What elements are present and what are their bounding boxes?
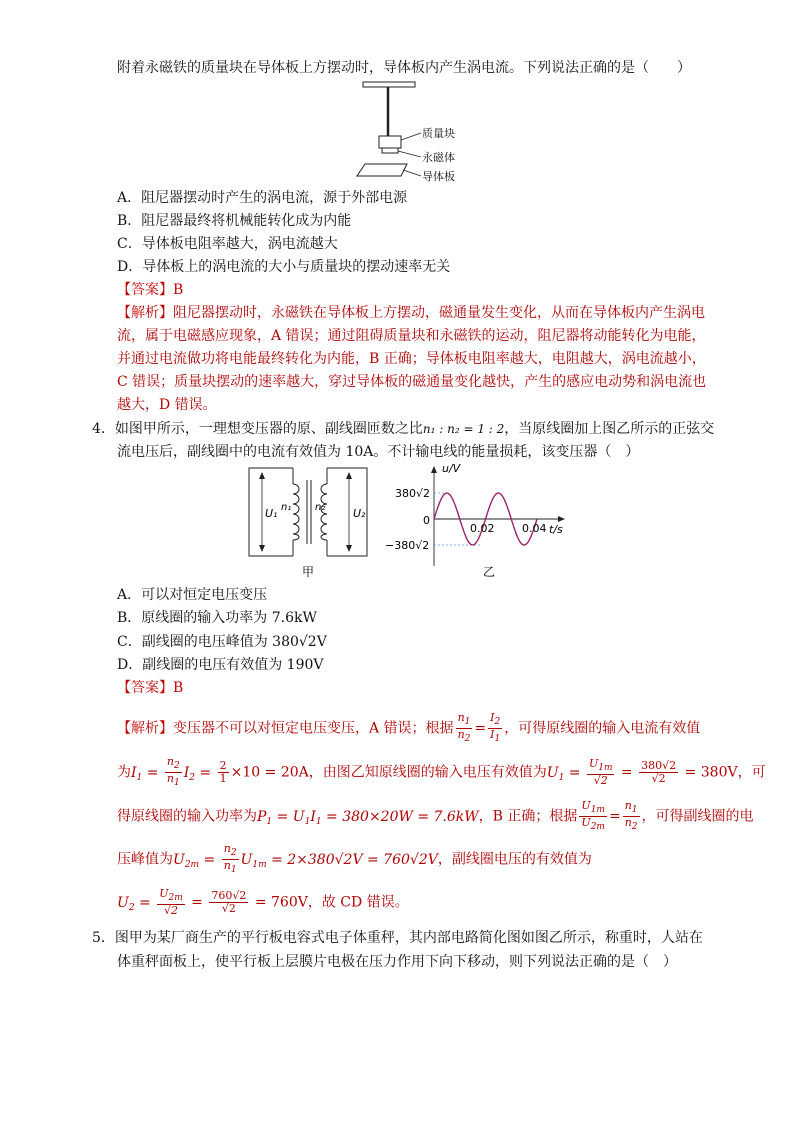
q3-expl-line-3: 并通过电流做功将电能最终转化为内能，B 正确；导体板电阻率越大，电阻越大，涡电流越小， <box>117 351 706 367</box>
q4-expl-line-2: 为$I_1$ = $\frac{n_2}{n_1}$ $I_2$ = $\frac{2}{1}$ ×10 = 20A，由图乙知原线圈的输入电压有效值为$U_1$ = $\frac{U_{1m}}{√2}$ = $\frac{380√2}{√2}$ = 380V，可 <box>117 755 766 788</box>
q4-stem-line-2: 流电压后，副线圈中的电流有效值为 10A。不计输电线的能量损耗，该变压器（ ） <box>117 444 640 460</box>
q4-stem-line-1: 4．如图甲所示，一理想变压器的原、副线圈匝数之比n₁ : n₂ = 1 : 2，当原线圈加上图乙所示的正弦交 <box>92 421 715 437</box>
q4-expl-line-3: 得原线圈的输入功率为$P_1 = U_1I_1 = 380\times 20W = 7.6kW$，B 正确；根据 $\frac{U_{1m}}{U_{2m}}$ = $\frac{n_1}{n_2}$ ，可得副线圈的电 <box>117 799 754 832</box>
q5-stem-line-2: 体重秤面板上，使平行板上层膜片电极在压力作用下向下移动，则下列说法正确的是（ ） <box>117 954 677 970</box>
q4-answer: 【答案】B <box>117 680 184 696</box>
caption-yi: 乙 <box>483 565 496 579</box>
q3-expl-line-1: 【解析】阻尼器摆动时，永磁铁在导体板上方摆动，磁通量发生变化，从而在导体板内产生涡电 <box>117 305 705 321</box>
q3-answer <box>117 280 183 300</box>
q4-expl-line-5: $U_2$ = $\frac{U_{2m}}{√2}$ = $\frac{760√2}{√2}$ = 760V，故 CD 错误。 <box>117 887 409 917</box>
tick-pos-peak: 380√2 <box>395 487 431 500</box>
tick-t2: 0.04 <box>522 522 547 535</box>
tick-t1: 0.02 <box>470 522 495 535</box>
label-n2: n₂ <box>315 502 326 513</box>
q3-expl-line-5: 越大，D 错误。 <box>117 397 217 413</box>
y-axis-label: u/V <box>442 462 461 475</box>
caption-jia: 甲 <box>302 565 315 579</box>
answer-value: B <box>173 282 184 298</box>
q3-damper-figure <box>355 78 475 186</box>
voltage-waveform-chart <box>385 462 575 582</box>
q5-stem-line-1: 5．图甲为某厂商生产的平行板电容式电子体重秤，其内部电路简化图如图乙所示，称重时，人站在 <box>92 930 703 946</box>
q4-option-d: D．副线圈的电压有效值为 190V <box>117 657 324 673</box>
label-conductor-plate: 导体板 <box>422 170 455 183</box>
q4-option-a: A．可以对恒定电压变压 <box>117 587 268 603</box>
label-u2: U₂ <box>353 507 366 520</box>
q4-option-b: B．原线圈的输入功率为 7.6kW <box>117 610 317 626</box>
label-n1: n₁ <box>281 502 292 513</box>
q4-option-c: C．副线圈的电压峰值为 380√2V <box>117 634 327 650</box>
answer-tag: 【答案】 <box>117 282 173 298</box>
q3-stem: 附着永磁铁的质量块在导体板上方摆动时，导体板内产生涡电流。下列说法正确的是（ ） <box>117 60 691 76</box>
q4-expl-line-1: 【解析】变压器不可以对恒定电压变压，A 错误；根据 $\frac{n_1}{n_2}$ = $\frac{I_2}{I_1}$ ，可得原线圈的输入电流有效值 <box>117 711 701 744</box>
label-magnet: 永磁体 <box>422 151 455 164</box>
q3-expl-line-4: C 错误；质量块摆动的速率越大，穿过导体板的磁通量变化越快，产生的感应电动势和涡电流也 <box>117 374 707 390</box>
explanation-tag: 【解析】 <box>117 305 173 321</box>
q3-option-b: B．阻尼器最终将机械能转化成为内能 <box>117 213 352 229</box>
tick-neg-peak: −380√2 <box>385 539 430 552</box>
label-mass-block: 质量块 <box>422 127 455 140</box>
q3-option-d: D．导体板上的涡电流的大小与质量块的摆动速率无关 <box>117 259 451 275</box>
q3-expl-line-2: 流，属于电磁感应现象，A 错误；通过阻碍质量块和永磁铁的运动，阻尼器将动能转化为电能， <box>117 328 706 344</box>
q3-option-c: C．导体板电阻率越大，涡电流越大 <box>117 236 338 252</box>
q3-option-a: A．阻尼器摆动时产生的涡电流，源于外部电源 <box>117 190 408 206</box>
label-u1: U₁ <box>265 507 278 520</box>
q4-expl-line-4: 压峰值为$U_{2m}$ = $\frac{n_2}{n_1}$ $U_{1m} = 2\times 380√2V = 760√2V$，副线圈电压的有效值为 <box>117 842 592 875</box>
transformer-figure <box>245 462 375 582</box>
tick-zero: 0 <box>423 514 430 527</box>
turns-ratio: n₁ : n₂ = 1 : 2 <box>422 422 505 436</box>
x-axis-label: t/s <box>549 523 563 536</box>
